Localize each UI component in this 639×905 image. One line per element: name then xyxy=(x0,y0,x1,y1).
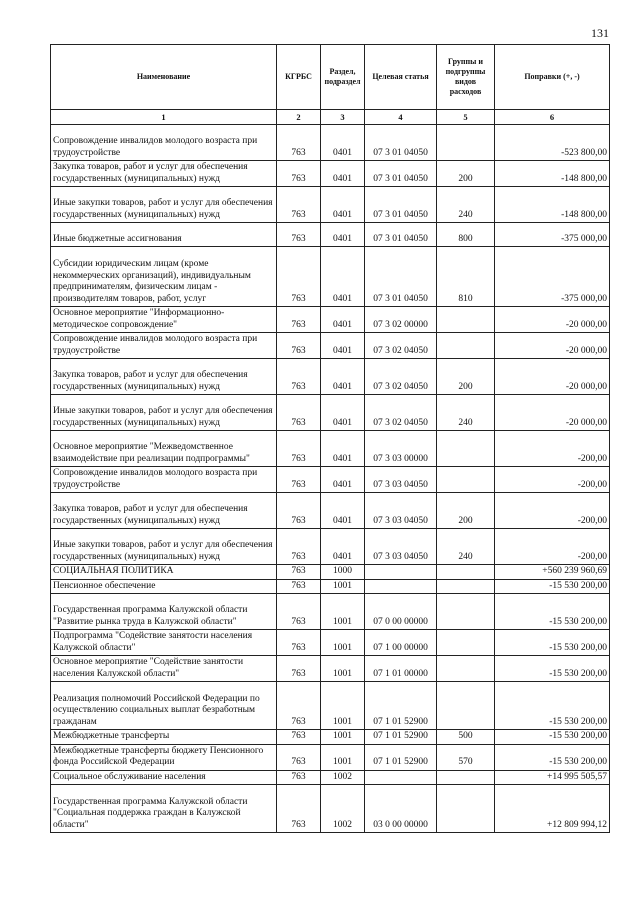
cell-group: 500 xyxy=(437,730,495,745)
header-target: Целевая статья xyxy=(365,45,437,110)
cell-name: Иные бюджетные ассигнования xyxy=(51,223,277,247)
cell-group xyxy=(437,333,495,359)
header-amendments: Поправки (+, -) xyxy=(495,45,610,110)
table-row xyxy=(51,529,610,565)
cell-group: 570 xyxy=(437,744,495,770)
cell-section: 0401 xyxy=(321,529,365,565)
cell-amount: -20 000,00 xyxy=(495,359,610,395)
cell-target: 07 3 02 04050 xyxy=(365,333,437,359)
cell-group xyxy=(437,770,495,785)
cell-amount: -15 530 200,00 xyxy=(495,594,610,630)
cell-code: 763 xyxy=(277,431,321,467)
cell-section: 0401 xyxy=(321,161,365,187)
cell-target: 07 3 01 04050 xyxy=(365,187,437,223)
table-row xyxy=(51,770,610,785)
cell-section: 0401 xyxy=(321,187,365,223)
cell-target xyxy=(365,579,437,594)
cell-code: 763 xyxy=(277,730,321,745)
cell-group xyxy=(437,307,495,333)
cell-target: 07 3 02 04050 xyxy=(365,395,437,431)
table-row xyxy=(51,594,610,630)
cell-name: Межбюджетные трансферты бюджету Пенсионного фонда Российской Федерации xyxy=(51,744,277,770)
cell-group: 800 xyxy=(437,223,495,247)
header-expense-group: Группы и подгруппы видов расходов xyxy=(437,45,495,110)
cell-amount: -15 530 200,00 xyxy=(495,730,610,745)
cell-name: Основное мероприятие "Межведомственное взаимодействие при реализации подпрограммы" xyxy=(51,431,277,467)
cell-target: 07 3 03 04050 xyxy=(365,467,437,493)
cell-amount: -375 000,00 xyxy=(495,247,610,307)
cell-target: 07 1 01 52900 xyxy=(365,744,437,770)
cell-amount: +12 809 994,12 xyxy=(495,785,610,833)
cell-name: Пенсионное обеспечение xyxy=(51,579,277,594)
cell-name: СОЦИАЛЬНАЯ ПОЛИТИКА xyxy=(51,565,277,580)
cell-group: 200 xyxy=(437,493,495,529)
table-row xyxy=(51,565,610,580)
cell-group xyxy=(437,594,495,630)
cell-name: Реализация полномочий Российской Федерации по осуществлению социальных выплат безработным гражданам xyxy=(51,682,277,730)
cell-name: Иные закупки товаров, работ и услуг для обеспечения государственных (муниципальных) нужд xyxy=(51,395,277,431)
cell-amount: -15 530 200,00 xyxy=(495,630,610,656)
cell-group xyxy=(437,125,495,161)
cell-amount: +14 995 505,57 xyxy=(495,770,610,785)
cell-group: 240 xyxy=(437,529,495,565)
cell-name: Подпрограмма "Содействие занятости населения Калужской области" xyxy=(51,630,277,656)
cell-amount: -375 000,00 xyxy=(495,223,610,247)
cell-name: Основное мероприятие "Содействие занятости населения Калужской области" xyxy=(51,656,277,682)
cell-section: 1001 xyxy=(321,730,365,745)
cell-group xyxy=(437,565,495,580)
table-row xyxy=(51,785,610,833)
cell-amount: -148 800,00 xyxy=(495,187,610,223)
cell-name: Социальное обслуживание населения xyxy=(51,770,277,785)
column-number: 5 xyxy=(437,110,495,125)
column-number: 3 xyxy=(321,110,365,125)
cell-target: 07 0 00 00000 xyxy=(365,594,437,630)
cell-code: 763 xyxy=(277,307,321,333)
cell-target xyxy=(365,565,437,580)
cell-section: 0401 xyxy=(321,247,365,307)
cell-section: 0401 xyxy=(321,125,365,161)
table-row xyxy=(51,247,610,307)
column-number: 2 xyxy=(277,110,321,125)
cell-amount: -15 530 200,00 xyxy=(495,744,610,770)
cell-target: 07 3 03 04050 xyxy=(365,529,437,565)
cell-group xyxy=(437,785,495,833)
cell-code: 763 xyxy=(277,682,321,730)
cell-section: 1002 xyxy=(321,770,365,785)
cell-target: 07 3 01 04050 xyxy=(365,161,437,187)
cell-name: Субсидии юридическим лицам (кроме некоммерческих организаций), индивидуальным предпринимателям, физическим лицам - производителям товаров, работ, услуг xyxy=(51,247,277,307)
cell-section: 1001 xyxy=(321,744,365,770)
cell-section: 0401 xyxy=(321,493,365,529)
cell-amount: -200,00 xyxy=(495,431,610,467)
cell-code: 763 xyxy=(277,656,321,682)
cell-group xyxy=(437,630,495,656)
cell-section: 1001 xyxy=(321,579,365,594)
cell-code: 763 xyxy=(277,395,321,431)
cell-target: 07 1 01 52900 xyxy=(365,682,437,730)
table-row xyxy=(51,125,610,161)
cell-group xyxy=(437,467,495,493)
column-number-row xyxy=(51,110,610,125)
cell-target: 03 0 00 00000 xyxy=(365,785,437,833)
cell-code: 763 xyxy=(277,247,321,307)
table-row xyxy=(51,307,610,333)
cell-name: Закупка товаров, работ и услуг для обеспечения государственных (муниципальных) нужд xyxy=(51,161,277,187)
cell-code: 763 xyxy=(277,125,321,161)
column-number: 6 xyxy=(495,110,610,125)
cell-code: 763 xyxy=(277,630,321,656)
cell-target: 07 3 01 04050 xyxy=(365,247,437,307)
cell-amount: -200,00 xyxy=(495,467,610,493)
cell-name: Основное мероприятие "Информационно-методическое сопровождение" xyxy=(51,307,277,333)
table-row xyxy=(51,744,610,770)
cell-code: 763 xyxy=(277,223,321,247)
cell-code: 763 xyxy=(277,493,321,529)
table-row xyxy=(51,333,610,359)
cell-section: 1001 xyxy=(321,630,365,656)
cell-code: 763 xyxy=(277,187,321,223)
column-number: 4 xyxy=(365,110,437,125)
cell-target: 07 3 01 04050 xyxy=(365,125,437,161)
table-row xyxy=(51,467,610,493)
table-row xyxy=(51,682,610,730)
cell-section: 0401 xyxy=(321,333,365,359)
cell-section: 0401 xyxy=(321,307,365,333)
cell-name: Сопровождение инвалидов молодого возраста при трудоустройстве xyxy=(51,125,277,161)
cell-code: 763 xyxy=(277,333,321,359)
cell-section: 0401 xyxy=(321,431,365,467)
cell-name: Сопровождение инвалидов молодого возраста при трудоустройстве xyxy=(51,467,277,493)
cell-name: Государственная программа Калужской области "Развитие рынка труда в Калужской области" xyxy=(51,594,277,630)
cell-amount: -200,00 xyxy=(495,493,610,529)
cell-target xyxy=(365,770,437,785)
cell-section: 0401 xyxy=(321,395,365,431)
cell-code: 763 xyxy=(277,359,321,395)
cell-code: 763 xyxy=(277,161,321,187)
cell-amount: -523 800,00 xyxy=(495,125,610,161)
cell-amount: -20 000,00 xyxy=(495,307,610,333)
cell-code: 763 xyxy=(277,565,321,580)
cell-section: 1001 xyxy=(321,682,365,730)
cell-amount: -20 000,00 xyxy=(495,333,610,359)
cell-target: 07 3 02 04050 xyxy=(365,359,437,395)
cell-section: 1002 xyxy=(321,785,365,833)
cell-amount: +560 239 960,69 xyxy=(495,565,610,580)
column-number: 1 xyxy=(51,110,277,125)
table-row xyxy=(51,223,610,247)
cell-name: Межбюджетные трансферты xyxy=(51,730,277,745)
cell-name: Закупка товаров, работ и услуг для обеспечения государственных (муниципальных) нужд xyxy=(51,493,277,529)
cell-name: Сопровождение инвалидов молодого возраста при трудоустройстве xyxy=(51,333,277,359)
cell-amount: -15 530 200,00 xyxy=(495,579,610,594)
cell-amount: -15 530 200,00 xyxy=(495,656,610,682)
cell-group xyxy=(437,431,495,467)
cell-amount: -15 530 200,00 xyxy=(495,682,610,730)
cell-group xyxy=(437,579,495,594)
cell-group: 200 xyxy=(437,359,495,395)
table-row xyxy=(51,431,610,467)
cell-section: 0401 xyxy=(321,467,365,493)
budget-amendments-table xyxy=(50,44,610,833)
table-row xyxy=(51,359,610,395)
cell-target: 07 1 01 52900 xyxy=(365,730,437,745)
header-name: Наименование xyxy=(51,45,277,110)
cell-amount: -20 000,00 xyxy=(495,395,610,431)
cell-group: 240 xyxy=(437,395,495,431)
table-row xyxy=(51,630,610,656)
cell-section: 1001 xyxy=(321,594,365,630)
header-kgrbs: КГРБС xyxy=(277,45,321,110)
cell-target: 07 3 01 04050 xyxy=(365,223,437,247)
cell-code: 763 xyxy=(277,579,321,594)
cell-code: 763 xyxy=(277,744,321,770)
cell-amount: -200,00 xyxy=(495,529,610,565)
table-row xyxy=(51,187,610,223)
cell-target: 07 3 02 00000 xyxy=(365,307,437,333)
cell-code: 763 xyxy=(277,529,321,565)
cell-target: 07 1 00 00000 xyxy=(365,630,437,656)
table-row xyxy=(51,395,610,431)
cell-section: 0401 xyxy=(321,223,365,247)
cell-target: 07 3 03 04050 xyxy=(365,493,437,529)
cell-name: Закупка товаров, работ и услуг для обеспечения государственных (муниципальных) нужд xyxy=(51,359,277,395)
table-row xyxy=(51,161,610,187)
cell-section: 1000 xyxy=(321,565,365,580)
table-body xyxy=(51,125,610,833)
cell-group xyxy=(437,682,495,730)
cell-target: 07 1 01 00000 xyxy=(365,656,437,682)
table-row xyxy=(51,579,610,594)
header-section: Раздел, подраздел xyxy=(321,45,365,110)
cell-target: 07 3 03 00000 xyxy=(365,431,437,467)
cell-code: 763 xyxy=(277,785,321,833)
cell-name: Иные закупки товаров, работ и услуг для обеспечения государственных (муниципальных) нужд xyxy=(51,529,277,565)
cell-code: 763 xyxy=(277,594,321,630)
cell-section: 1001 xyxy=(321,656,365,682)
table-row xyxy=(51,730,610,745)
table-row xyxy=(51,493,610,529)
table-header-row xyxy=(51,45,610,110)
page-number: 131 xyxy=(591,26,609,40)
cell-name: Иные закупки товаров, работ и услуг для обеспечения государственных (муниципальных) нужд xyxy=(51,187,277,223)
cell-code: 763 xyxy=(277,467,321,493)
cell-group: 240 xyxy=(437,187,495,223)
cell-group xyxy=(437,656,495,682)
cell-group: 810 xyxy=(437,247,495,307)
cell-section: 0401 xyxy=(321,359,365,395)
cell-group: 200 xyxy=(437,161,495,187)
cell-name: Государственная программа Калужской области "Социальная поддержка граждан в Калужской области" xyxy=(51,785,277,833)
table-row xyxy=(51,656,610,682)
cell-code: 763 xyxy=(277,770,321,785)
cell-amount: -148 800,00 xyxy=(495,161,610,187)
